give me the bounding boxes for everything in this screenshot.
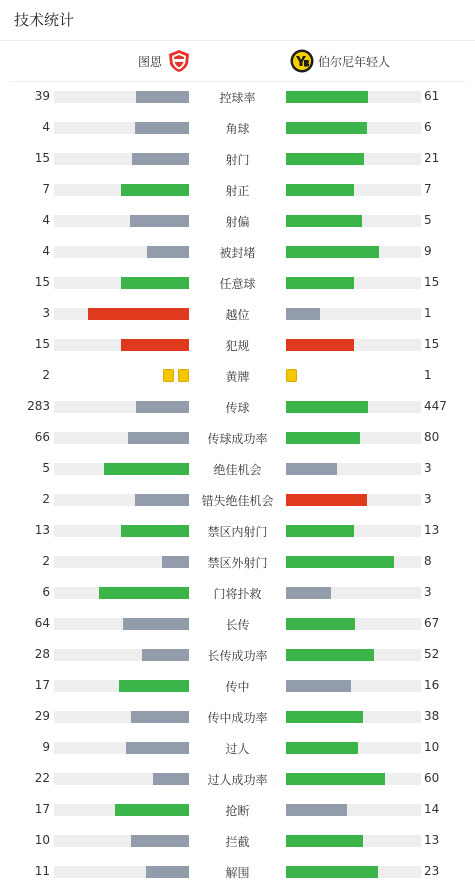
stat-row [0,144,475,175]
yellow-card-icon [178,369,189,382]
home-bar-fill [130,215,189,227]
stat-row [0,764,475,795]
away-bar-fill [286,835,363,847]
stat-label: 过人成功率 [207,773,268,787]
away-team [290,48,390,74]
away-value: 1 [424,368,432,382]
home-bar-fill [121,184,189,196]
home-bar-fill [115,804,189,816]
home-value: 2 [42,554,50,568]
away-value: 52 [424,647,440,661]
away-bar-track [286,401,421,413]
home-bar-track [54,339,189,351]
away-bar-track [286,525,421,537]
stat-row [0,113,475,144]
away-bar-fill [286,680,351,692]
stat-label: 传球 [225,401,250,415]
home-bar-fill [88,308,189,320]
away-bar-fill [286,184,354,196]
away-bar-fill [286,463,337,475]
away-value: 8 [424,554,432,568]
away-bar-fill [286,246,379,258]
away-value: 15 [424,275,440,289]
home-bar-track [54,308,189,320]
stat-label: 越位 [225,308,250,322]
home-bar-fill [131,835,189,847]
home-bar-track [54,804,189,816]
home-bar-track [54,494,189,506]
home-bar-fill [135,122,189,134]
away-bar-fill [286,122,367,134]
away-value: 14 [424,802,440,816]
stat-label: 长传成功率 [207,649,268,663]
home-bar-fill [121,277,189,289]
home-bar-fill [147,246,189,258]
home-value: 39 [34,89,50,103]
stat-row [0,299,475,330]
stat-label: 控球率 [219,91,256,105]
home-bar-fill [121,339,189,351]
home-bar-fill [99,587,189,599]
stats-list [0,82,475,888]
stat-row [0,392,475,423]
stat-row [0,671,475,702]
home-bar-fill [162,556,189,568]
home-bar-fill [119,680,189,692]
away-value: 1 [424,306,432,320]
home-bar-track [54,649,189,661]
away-value: 3 [424,461,432,475]
away-value: 5 [424,213,432,227]
stat-label: 任意球 [219,277,256,291]
home-bar-fill [126,742,189,754]
stat-row [0,702,475,733]
home-value: 11 [34,864,50,878]
home-team-name: 图恩 [138,54,163,69]
home-bar-fill [132,153,189,165]
home-value: 7 [42,182,50,196]
home-bar-track [54,246,189,258]
away-bar-fill [286,494,367,506]
home-bar-track [54,680,189,692]
stat-row [0,330,475,361]
away-value: 61 [424,89,440,103]
home-bar-track [54,773,189,785]
away-value: 67 [424,616,440,630]
away-value: 80 [424,430,440,444]
stat-label: 被封堵 [219,246,256,260]
home-value: 5 [42,461,50,475]
away-bar-fill [286,525,354,537]
home-bar-track [54,463,189,475]
away-bar-track [286,246,421,258]
away-bar-fill [286,649,374,661]
home-bar-track [54,91,189,103]
home-value: 28 [34,647,50,661]
stat-label: 射正 [225,184,250,198]
away-value: 60 [424,771,440,785]
home-value: 66 [34,430,50,444]
stat-row [0,640,475,671]
home-value: 10 [34,833,50,847]
away-value: 7 [424,182,432,196]
away-bar-fill [286,587,331,599]
home-value: 15 [34,151,50,165]
stat-row [0,826,475,857]
away-bar-track [286,556,421,568]
home-bar-fill [128,432,189,444]
stat-label: 犯规 [225,339,250,353]
away-bar-track [286,649,421,661]
away-bar-fill [286,711,363,723]
stat-row [0,578,475,609]
home-value: 4 [42,213,50,227]
home-value: 64 [34,616,50,630]
away-bar-track [286,339,421,351]
away-bar-fill [286,618,355,630]
away-bar-track [286,91,421,103]
stat-row [0,485,475,516]
home-bar-track [54,215,189,227]
away-bar-fill [286,91,368,103]
stat-label: 禁区内射门 [207,525,268,539]
home-value: 2 [42,492,50,506]
home-bar-track [54,711,189,723]
away-bar-track [286,463,421,475]
away-value: 23 [424,864,440,878]
away-value: 3 [424,492,432,506]
home-bar-fill [123,618,189,630]
home-value: 15 [34,337,50,351]
away-bar-track [286,184,421,196]
away-value: 6 [424,120,432,134]
away-value: 10 [424,740,440,754]
away-value: 3 [424,585,432,599]
away-bar-fill [286,804,347,816]
stat-label: 传球成功率 [207,432,268,446]
away-team-logo-icon [290,49,314,73]
home-bar-fill [153,773,189,785]
away-bar-track [286,587,421,599]
away-bar-fill [286,742,358,754]
away-value: 21 [424,151,440,165]
stat-label: 错失绝佳机会 [201,494,274,508]
away-bar-fill [286,277,354,289]
home-bar-track [54,277,189,289]
home-bar-track [54,432,189,444]
home-bar-track [54,618,189,630]
away-bar-track [286,711,421,723]
home-bar-fill [142,649,189,661]
yellow-card-icon [163,369,174,382]
home-value: 3 [42,306,50,320]
away-value: 38 [424,709,440,723]
away-bar-track [286,432,421,444]
home-value: 2 [42,368,50,382]
away-bar-fill [286,153,364,165]
stat-row [0,454,475,485]
home-value: 17 [34,802,50,816]
stat-row [0,516,475,547]
home-value: 6 [42,585,50,599]
away-bar-track [286,866,421,878]
away-value: 9 [424,244,432,258]
stat-row [0,547,475,578]
home-value: 4 [42,120,50,134]
away-bar-track [286,835,421,847]
stat-label: 过人 [225,742,250,756]
stat-row [0,237,475,268]
stat-label: 拦截 [225,835,250,849]
stat-label: 解围 [225,866,250,880]
stat-row [0,268,475,299]
stat-label: 传中成功率 [207,711,268,725]
home-value: 4 [42,244,50,258]
away-bar-track [286,277,421,289]
home-bar-track [54,866,189,878]
home-bar-fill [104,463,189,475]
stat-label: 传中 [225,680,250,694]
away-bar-fill [286,432,360,444]
home-bar-fill [146,866,189,878]
stat-row [0,82,475,113]
home-value: 29 [34,709,50,723]
home-bar-fill [136,91,189,103]
stat-row [0,206,475,237]
stat-row [0,857,475,888]
home-bar-fill [121,525,189,537]
away-bar-track [286,494,421,506]
home-team [138,48,191,74]
stat-label: 射偏 [225,215,250,229]
stat-label: 射门 [225,153,250,167]
stat-label: 长传 [225,618,250,632]
home-bar-fill [136,401,189,413]
stat-label: 门将扑救 [213,587,262,601]
stat-row [0,733,475,764]
away-bar-track [286,122,421,134]
away-bar-fill [286,556,394,568]
home-bar-track [54,525,189,537]
home-bar-track [54,122,189,134]
home-bar-track [54,153,189,165]
away-bar-track [286,742,421,754]
home-value: 22 [34,771,50,785]
yellow-card-icon [286,369,297,382]
stat-label: 角球 [225,122,250,136]
stat-row [0,361,475,392]
home-bar-track [54,835,189,847]
away-value: 15 [424,337,440,351]
home-bar-track [54,184,189,196]
away-bar-track [286,308,421,320]
stat-row [0,175,475,206]
away-bar-fill [286,308,320,320]
away-value: 13 [424,523,440,537]
away-bar-fill [286,339,354,351]
away-bar-track [286,153,421,165]
away-bar-track [286,680,421,692]
away-value: 16 [424,678,440,692]
away-bar-fill [286,773,385,785]
stat-row [0,795,475,826]
away-value: 13 [424,833,440,847]
away-bar-track [286,215,421,227]
home-value: 9 [42,740,50,754]
away-bar-fill [286,866,378,878]
away-bar-fill [286,401,368,413]
home-bar-track [54,742,189,754]
stat-row [0,609,475,640]
home-value: 13 [34,523,50,537]
stat-label: 黄牌 [225,370,250,384]
home-bar-fill [135,494,189,506]
stat-label: 绝佳机会 [213,463,262,477]
home-value: 17 [34,678,50,692]
home-bar-track [54,587,189,599]
home-bar-track [54,556,189,568]
home-bar-fill [131,711,189,723]
home-value: 15 [34,275,50,289]
away-bar-track [286,804,421,816]
away-bar-track [286,773,421,785]
home-value: 283 [27,399,50,413]
stat-label: 抢断 [225,804,250,818]
home-team-logo-icon [167,49,191,73]
away-value: 447 [424,399,447,413]
away-bar-fill [286,215,362,227]
away-team-name: 伯尔尼年轻人 [318,54,391,69]
page-title: 技术统计 [14,11,75,29]
away-bar-track [286,618,421,630]
header-divider [0,40,475,41]
stat-row [0,423,475,454]
home-bar-track [54,401,189,413]
stat-label: 禁区外射门 [207,556,268,570]
